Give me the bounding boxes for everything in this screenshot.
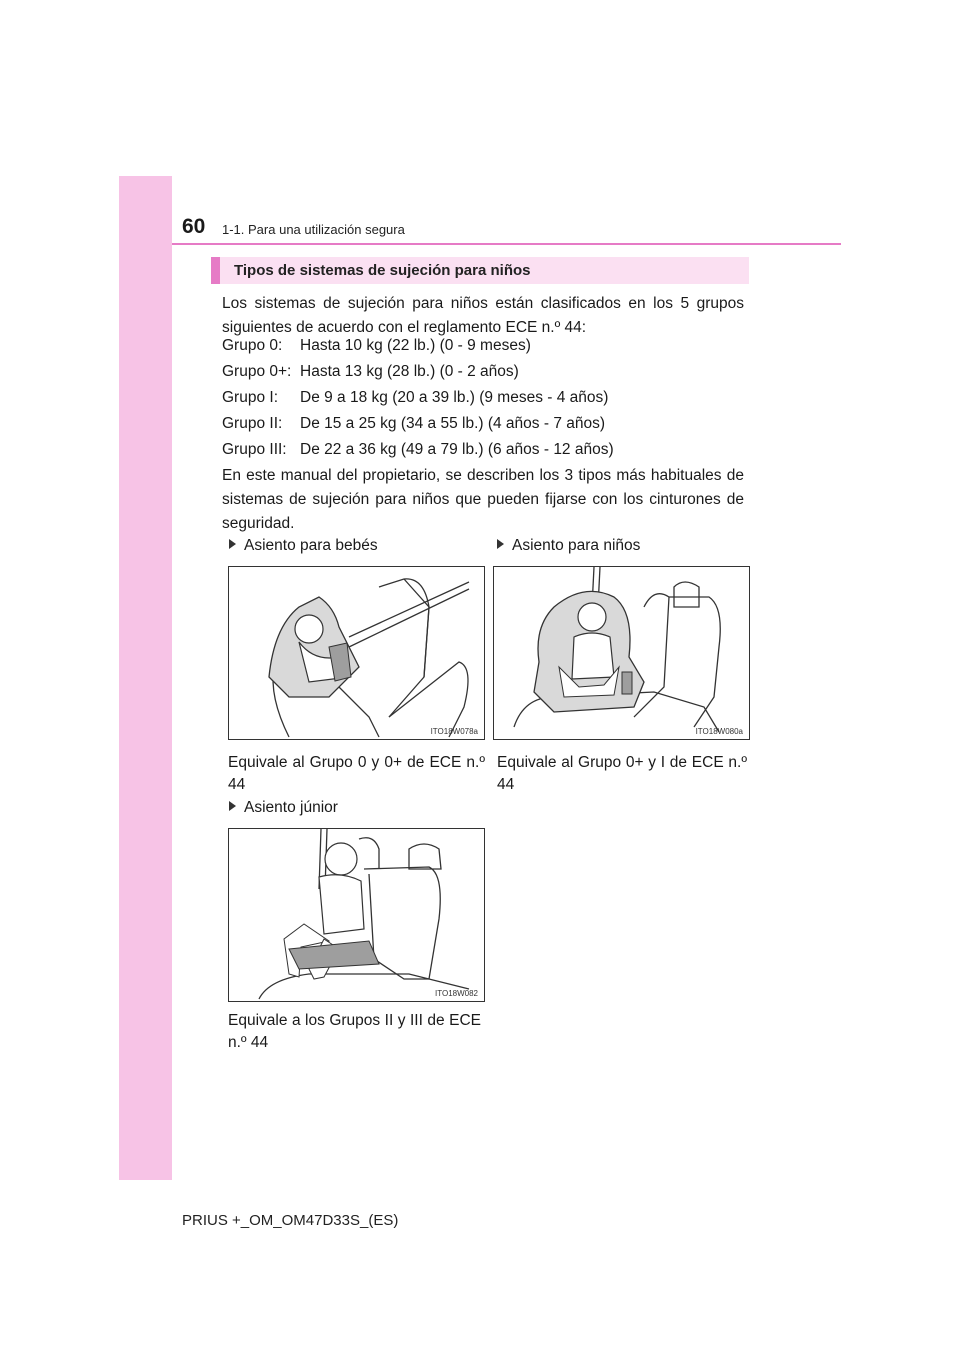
group-row — [222, 360, 519, 384]
group-label: Grupo 0: — [222, 337, 283, 354]
triangle-bullet-icon — [497, 539, 504, 549]
page-number: 60 — [182, 215, 206, 238]
document-footer: PRIUS +_OM_OM47D33S_(ES) — [182, 1212, 399, 1229]
seat-type-title: Asiento júnior — [244, 799, 338, 816]
figure-code: ITO18W080a — [695, 727, 743, 736]
group-label: Grupo I: — [222, 389, 278, 406]
booster-seat-illustration — [228, 828, 485, 1002]
header-divider — [172, 243, 841, 245]
group-label: Grupo 0+: — [222, 363, 292, 380]
group-desc: De 15 a 25 kg (34 a 55 lb.) (4 años - 7 años) — [300, 415, 606, 432]
seat-caption: Equivale al Grupo 0 y 0+ de ECE n.º 44 — [228, 754, 485, 793]
intro-paragraph: Los sistemas de sujeción para niños están clasificados en los 5 grupos siguientes de acuerdo con el reglamento ECE n.º 44: — [222, 295, 744, 336]
seat-type-title: Asiento para bebés — [244, 537, 378, 554]
group-label: Grupo II: — [222, 415, 283, 432]
side-tab — [119, 176, 172, 1180]
heading-bar — [211, 257, 749, 284]
group-desc: De 9 a 18 kg (20 a 39 lb.) (9 meses - 4 años) — [300, 389, 609, 406]
seat-caption: Equivale a los Grupos II y III de ECE n.º 44 — [228, 1012, 481, 1051]
infant-seat-illustration — [228, 566, 485, 740]
group-row — [222, 438, 614, 462]
triangle-bullet-icon — [229, 801, 236, 811]
seat-type-title: Asiento para niños — [512, 537, 641, 554]
bullet-item — [497, 537, 640, 555]
group-row — [222, 386, 608, 410]
group-desc: Hasta 13 kg (28 lb.) (0 - 2 años) — [300, 363, 519, 380]
section-heading: Tipos de sistemas de sujeción para niños — [234, 262, 531, 279]
group-label: Grupo III: — [222, 441, 287, 458]
group-row — [222, 412, 605, 436]
group-desc: Hasta 10 kg (22 lb.) (0 - 9 meses) — [300, 337, 531, 354]
figure-code: ITO18W082 — [435, 989, 478, 998]
figure-code: ITO18W078a — [430, 727, 478, 736]
group-row — [222, 334, 531, 358]
triangle-bullet-icon — [229, 539, 236, 549]
child-seat-illustration — [493, 566, 750, 740]
group-desc: De 22 a 36 kg (49 a 79 lb.) (6 años - 12 años) — [300, 441, 614, 458]
section-title: 1-1. Para una utilización segura — [222, 222, 405, 237]
bullet-item — [229, 537, 378, 555]
description-paragraph: En este manual del propietario, se describen los 3 tipos más habituales de sistemas de sujeción para niños que pueden fijarse con los cinturones de seguridad. — [222, 467, 744, 532]
seat-caption: Equivale al Grupo 0+ y I de ECE n.º 44 — [497, 754, 747, 793]
bullet-item — [229, 799, 338, 817]
